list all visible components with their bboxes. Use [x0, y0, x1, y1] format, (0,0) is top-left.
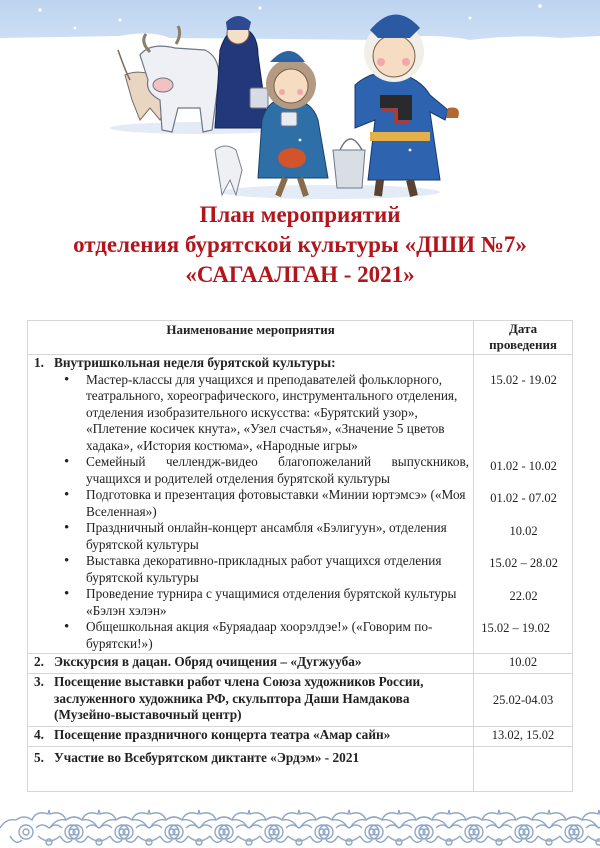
list-item: • Общешкольная акция «Буряадаар хоорэлдэе!» («Говорим по-бурятски!») [62, 619, 473, 652]
event-date [474, 747, 573, 792]
event-title [28, 674, 473, 724]
list-item: • Мастер-классы для учащихся и преподавателей фольклорного, театрального, хореографического, инструментального отделения, отделения изобразительного искусства: «Бурятский узор», «Плетение косичек кнута», «Узел счастья», «Значение 5 цветов хадака», «История костюма», «Народные игры» [62, 372, 473, 455]
event-cell [28, 727, 474, 747]
header-date-line-2: проведения [489, 337, 557, 352]
winter-scene-icon [0, 0, 600, 200]
event-title [28, 727, 473, 744]
list-item-line: учащихся и родителей отделения бурятской культуры [86, 470, 390, 486]
event-title-text: Внутришкольная неделя бурятской культуры: [54, 355, 336, 370]
event-title-text: Посещение праздничного концерта театра «Амар сайн» [54, 727, 391, 742]
header-date-line-1: Дата [508, 321, 538, 336]
event-date: 15.02 – 28.02 [489, 556, 558, 570]
table-row [28, 727, 573, 747]
header-event-name: Наименование мероприятия [28, 321, 474, 355]
sub-event-list [28, 372, 473, 653]
event-number: 1. [34, 355, 44, 370]
table-row [28, 654, 573, 674]
title-line-2: отделения бурятской культуры «ДШИ №7» [73, 232, 527, 257]
list-item [62, 454, 473, 487]
event-title-text: Участие во Всебурятском диктанте «Эрдэм» - 2021 [54, 750, 360, 765]
table-row [28, 674, 573, 727]
title-line-1: План мероприятий [199, 202, 401, 227]
title-line-3: «САГААЛГАН - 2021» [185, 262, 415, 287]
boy-child [333, 14, 459, 196]
list-item: • Праздничный онлайн-концерт ансамбля «Бэлигуун», отделения бурятской культуры [62, 520, 473, 553]
list-item: • Подготовка и презентация фотовыставки «Минии юртэмсэ» («Моя Вселенная») [62, 487, 473, 520]
dates-cell [474, 355, 573, 654]
event-cell [28, 747, 474, 792]
elder-woman [215, 16, 268, 128]
event-cell [28, 654, 474, 674]
event-number: 5. [34, 750, 44, 765]
events-table [27, 320, 573, 792]
list-item: • Выставка декоративно-прикладных работ учащихся отделения бурятской культуры [62, 553, 473, 586]
event-title-text: Экскурсия в дацан. Обряд очищения – «Дугжууба» [54, 654, 362, 669]
list-item: • Проведение турнира с учащимися отделения бурятской культуры «Бэлэн хэлэн» [62, 586, 473, 619]
event-date: 15.02 - 19.02 [490, 373, 557, 387]
event-title-text: Посещение выставки работ члена Союза художников России, заслуженного художника РФ, скульптора Даши Намдакова (Музейно-выставочный центр) [54, 674, 424, 722]
event-date: 10.02 [509, 524, 538, 538]
event-number: 2. [34, 654, 44, 669]
event-title [28, 355, 473, 372]
event-date: 22.02 [509, 589, 538, 603]
girl-child [258, 51, 328, 196]
event-date: 01.02 - 07.02 [490, 491, 557, 505]
list-item-line: • Семейный челлендж-видео благопожеланий выпускников, [86, 454, 470, 469]
event-title [28, 654, 473, 671]
event-date: 15.02 – 19.02 [481, 621, 550, 635]
event-number: 4. [34, 727, 44, 742]
dog [215, 146, 242, 195]
header-illustration [0, 0, 600, 200]
event-title [28, 747, 473, 767]
page-title [0, 200, 600, 290]
event-number: 3. [34, 674, 44, 689]
event-date: 25.02-04.03 [474, 674, 573, 727]
table-header-row [28, 321, 573, 355]
event-cell [28, 355, 474, 654]
event-cell [28, 674, 474, 727]
table-row [28, 747, 573, 792]
event-date: 01.02 - 10.02 [490, 459, 557, 473]
cow [140, 26, 219, 132]
cloud-scroll-border-icon [0, 806, 600, 848]
table-row [28, 355, 573, 654]
event-date: 13.02, 15.02 [474, 727, 573, 747]
header-date [474, 321, 573, 355]
event-date: 10.02 [474, 654, 573, 674]
